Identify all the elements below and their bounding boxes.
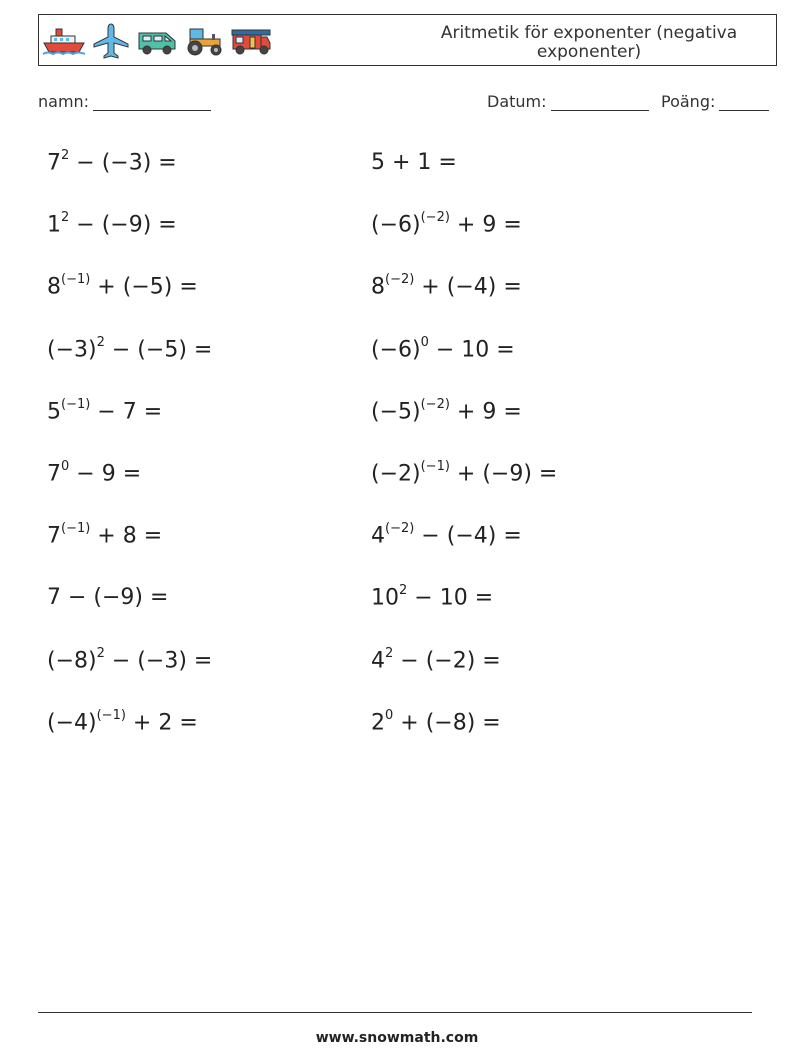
problem-base: (−6) — [371, 212, 421, 238]
date-blank[interactable] — [551, 92, 649, 111]
problem-right-5 — [371, 396, 522, 425]
problem-right-9 — [371, 645, 501, 673]
problem-operation: − 10 = — [428, 336, 515, 362]
problem-right-3 — [371, 274, 522, 299]
problem-operation: − 10 = — [407, 585, 494, 611]
date-field[interactable] — [487, 92, 649, 111]
problem-exponent: 2 — [61, 148, 70, 163]
problem-left-2 — [47, 212, 177, 237]
problem-exponent: 0 — [420, 334, 429, 350]
problem-right-10 — [371, 707, 501, 736]
problem-operation: + (−8) = — [393, 710, 501, 736]
problem-operation: − 7 = — [90, 399, 163, 425]
problem-base: 5 — [47, 399, 61, 425]
problem-exponent: 0 — [385, 707, 394, 723]
problem-operation: + (−9) = — [449, 461, 558, 487]
problem-left-8 — [47, 585, 168, 610]
problem-operation: − (−2) = — [393, 647, 501, 673]
problem-operation: − (−3) = — [104, 647, 213, 673]
score-field[interactable] — [661, 92, 769, 111]
problem-base: 5 + 1 = — [371, 150, 457, 175]
problem-operation: − (−4) = — [414, 523, 522, 549]
problem-base: 7 — [47, 523, 61, 549]
worksheet-title: Aritmetik för exponenter (negativa exponenter) — [440, 23, 738, 62]
problem-base: 7 − (−9) = — [47, 585, 169, 611]
worksheet-header — [38, 14, 777, 66]
problem-left-3 — [47, 274, 198, 299]
problem-base: 4 — [371, 647, 385, 673]
problem-exponent: (−2) — [385, 521, 415, 537]
problem-operation: + 9 = — [449, 212, 522, 238]
problem-exponent: (−2) — [420, 210, 450, 226]
problem-left-6 — [47, 461, 141, 486]
footer-url: www.snowmath.com — [315, 1030, 479, 1046]
problem-left-5 — [47, 396, 163, 425]
problem-operation: − (−9) = — [69, 212, 177, 238]
problem-exponent: 2 — [399, 583, 408, 599]
score-label: Poäng: — [661, 92, 716, 111]
truck-icon — [230, 26, 272, 56]
problem-exponent: (−1) — [61, 396, 91, 412]
problem-base: 7 — [47, 461, 61, 487]
problem-base: 10 — [371, 585, 399, 611]
footer-divider — [38, 1012, 752, 1013]
problem-left-7 — [47, 523, 162, 548]
problem-operation: + 2 = — [125, 710, 198, 736]
van-icon — [136, 27, 178, 55]
name-blank[interactable] — [93, 92, 211, 111]
problem-base: 4 — [371, 523, 385, 549]
problem-operation: − (−5) = — [104, 336, 213, 362]
problem-base: 1 — [47, 212, 61, 238]
problem-left-1 — [47, 150, 177, 175]
problem-left-9 — [47, 645, 213, 673]
problem-right-4 — [371, 334, 515, 362]
problem-exponent: 2 — [96, 645, 105, 661]
vehicle-icons — [42, 23, 272, 59]
problem-base: 8 — [371, 274, 385, 300]
date-label: Datum: — [487, 92, 547, 111]
problem-exponent: (−1) — [420, 459, 450, 474]
problem-operation: − (−3) = — [69, 150, 177, 176]
problem-exponent: 2 — [96, 334, 105, 350]
problem-base: (−8) — [47, 647, 97, 673]
problem-right-2 — [371, 212, 522, 237]
problem-right-8 — [371, 585, 493, 610]
problem-right-7 — [371, 523, 522, 548]
problem-operation: + 8 = — [90, 523, 163, 549]
score-blank[interactable] — [719, 92, 769, 111]
problem-base: (−4) — [47, 710, 97, 736]
problem-base: (−5) — [371, 399, 421, 425]
problem-right-6 — [371, 461, 557, 486]
airplane-icon — [92, 22, 130, 60]
problem-exponent: (−2) — [385, 272, 415, 288]
problem-base: 7 — [47, 150, 61, 176]
problem-exponent: (−1) — [61, 521, 91, 537]
problem-operation: + (−4) = — [414, 274, 522, 300]
problem-exponent: (−1) — [96, 707, 126, 723]
problem-exponent: 2 — [385, 645, 394, 661]
problem-exponent: 2 — [61, 210, 70, 226]
problem-base: (−3) — [47, 336, 97, 362]
problem-base: (−2) — [371, 461, 421, 487]
tractor-icon — [184, 26, 224, 56]
problem-base: 2 — [371, 710, 385, 736]
problem-exponent: (−2) — [420, 396, 450, 412]
problem-exponent: 0 — [61, 459, 70, 474]
problem-operation: + 9 = — [449, 399, 522, 425]
problem-base: (−6) — [371, 336, 421, 362]
name-label: namn: — [38, 92, 90, 111]
name-field[interactable] — [38, 92, 211, 111]
ship-icon — [42, 26, 86, 56]
problem-left-10 — [47, 707, 198, 736]
problem-base: 8 — [47, 274, 61, 300]
problem-operation: + (−5) = — [90, 274, 198, 300]
problem-left-4 — [47, 334, 213, 362]
problem-operation: − 9 = — [69, 461, 142, 487]
problem-exponent: (−1) — [61, 272, 91, 288]
problem-right-1 — [371, 150, 457, 175]
